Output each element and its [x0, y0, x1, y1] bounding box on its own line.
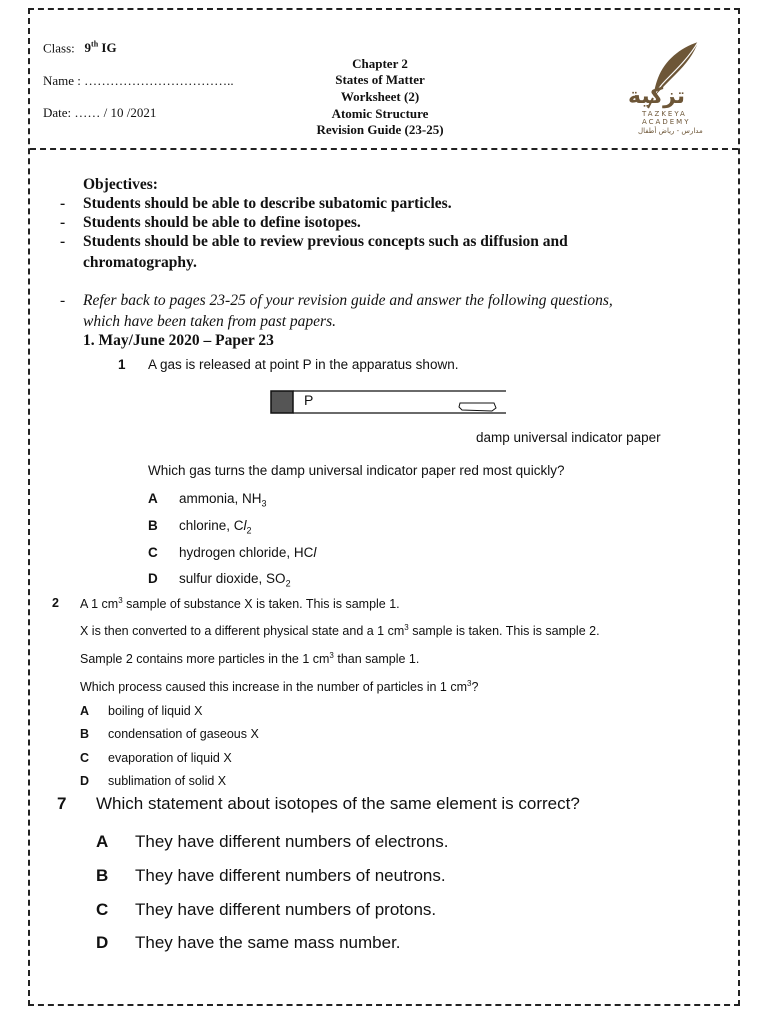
option-text: sublimation of solid X [108, 774, 227, 788]
option-text: evaporation of liquid X [108, 751, 232, 765]
name-field: Name : …………………………….. [43, 73, 234, 88]
question-text: Which statement about isotopes of the same element is correct? [96, 794, 580, 813]
page-border [28, 8, 740, 1006]
topic-title: States of Matter [335, 72, 425, 87]
objective-item: Students should be able to define isotopes. [83, 214, 361, 231]
option-text: ammonia, $NH_3$ [179, 491, 267, 509]
option-text: hydrogen chloride, HCl [179, 545, 317, 560]
class-field: Class: 9th IG [43, 40, 117, 56]
option-letter: A [96, 832, 109, 851]
date-field: Date: …… / 10 /2021 [43, 105, 157, 120]
option-letter: C [80, 751, 90, 765]
guide-title: Revision Guide (23-25) [316, 122, 444, 137]
option-text: They have different numbers of protons. [135, 900, 437, 919]
question-number: 1 [118, 357, 126, 372]
diffusion-tube-diagram [268, 386, 508, 418]
question-number: 2 [52, 596, 59, 610]
logo-english-line1: TAZKEYA [642, 110, 687, 118]
option-text: They have different numbers of neutrons. [135, 866, 446, 885]
chapter-title: Chapter 2 [352, 56, 408, 71]
objective-bullet: - [60, 233, 66, 250]
question-stem: A gas is released at point P in the apparatus shown. [148, 357, 459, 372]
option-text: They have the same mass number. [135, 933, 401, 952]
option-text: chlorine, $Cl_2$ [179, 518, 252, 536]
option-letter: B [148, 518, 158, 533]
option-letter: D [80, 774, 90, 788]
question-line: A 1 $cm^3$ sample of substance X is taken. This is sample 1. [80, 596, 400, 612]
question-line: Sample 2 contains more particles in the 1 $cm^3$ than sample 1. [80, 651, 420, 667]
worksheet-title: Worksheet (2) [340, 89, 420, 104]
objective-bullet: - [60, 195, 66, 212]
question-number: 7 [57, 794, 67, 813]
option-letter: C [148, 545, 158, 560]
option-letter: C [96, 900, 109, 919]
instruction-line: Refer back to pages 23-25 of your revision guide and answer the following questions, [83, 292, 613, 309]
question-line: X is then converted to a different physical state and a 1 $cm^3$ sample is taken. This is sample 2. [80, 623, 600, 639]
diagram-caption: damp universal indicator paper [476, 430, 661, 445]
academy-logo [620, 38, 720, 138]
question-text: Which gas turns the damp universal indicator paper red most quickly? [148, 463, 565, 478]
logo-english-line2: ACADEMY [642, 118, 691, 126]
header-separator [30, 148, 738, 150]
option-text: sulfur dioxide, $SO_2$ [179, 571, 291, 589]
indicator-paper-shape [459, 403, 496, 411]
option-letter: A [80, 704, 90, 718]
stopper-shape [271, 391, 293, 413]
objective-item: Students should be able to describe subatomic particles. [83, 195, 452, 212]
question-line: Which process caused this increase in the number of particles in 1 $cm^3$? [80, 679, 479, 695]
option-text: boiling of liquid X [108, 704, 203, 718]
logo-arabic-name: تزكية [628, 84, 686, 109]
instruction-line: which have been taken from past papers. [83, 313, 336, 330]
option-letter: D [96, 933, 109, 952]
objectives-heading: Objectives: [83, 176, 158, 193]
option-letter: A [148, 491, 158, 506]
point-p-label: P [304, 392, 314, 408]
option-letter: B [96, 866, 109, 885]
objective-item: chromatography. [83, 254, 197, 271]
option-text: condensation of gaseous X [108, 727, 259, 741]
option-text: They have different numbers of electrons. [135, 832, 449, 851]
option-letter: B [80, 727, 90, 741]
instruction-bullet: - [60, 292, 66, 309]
logo-arabic-sub: مدارس - رياض أطفال [638, 127, 703, 135]
section-heading: 1. May/June 2020 – Paper 23 [83, 332, 274, 349]
option-letter: D [148, 571, 158, 586]
objective-bullet: - [60, 214, 66, 231]
subtopic-title: Atomic Structure [331, 106, 429, 121]
objective-item: Students should be able to review previous concepts such as diffusion and [83, 233, 568, 250]
